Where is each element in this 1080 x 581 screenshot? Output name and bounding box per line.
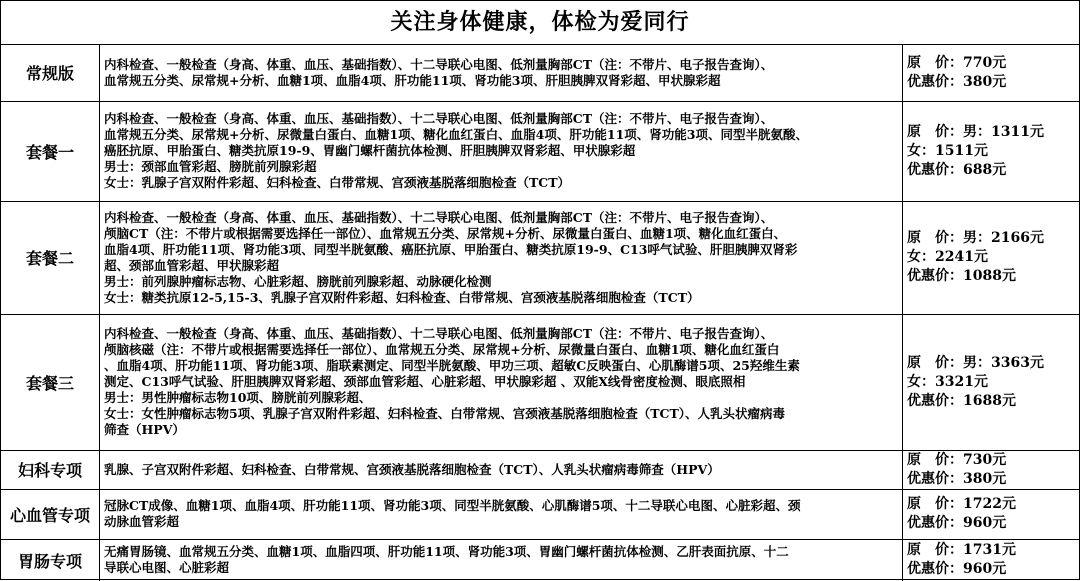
package-item-line: 女士：乳腺子宫双附件彩超、妇科检查、白带常规、宫颈液基脱落细胞检查（TCT） [104, 175, 571, 190]
package-item-line: 颅脑核磁（注：不带片或根据需要选择任一部位）、血常规五分类、尿常规+分析、尿微量白蛋白、血糖1项、糖化血红蛋白 [104, 342, 780, 357]
price-line: 原 价：770元 [907, 54, 1007, 71]
package-item-line: 血常规五分类、尿常规+分析、血糖1项、血脂4项、肝功能11项、肾功能3项、肝胆胰脾双肾彩超、甲状腺彩超 [104, 72, 721, 88]
package-row [1, 489, 1079, 539]
package-item-line: 导联心电图、心脏彩超 [104, 560, 230, 576]
package-item-line: 冠脉CT成像、血糖1项、血脂4项、肝功能11项、肾功能3项、同型半胱氨酸、心肌酶谱5项、十二导联心电图、心脏彩超、颈 [104, 498, 801, 513]
package-name: 妇科专项 [1, 450, 100, 489]
package-row [1, 101, 1079, 201]
package-price [903, 314, 1080, 450]
package-row [1, 201, 1079, 314]
package-price [903, 201, 1080, 314]
price-line: 原 价：男：1311元 [907, 123, 1044, 140]
price-line: 优惠价：688元 [907, 161, 1007, 178]
package-item-line: 血脂4项、肝功能11项、肾功能3项、同型半胱氨酸、癌胚抗原、甲胎蛋白、糖类抗原19-9、C13呼气试验、肝胆胰脾双肾彩 [104, 241, 798, 257]
package-price [903, 539, 1080, 581]
package-row [1, 539, 1079, 581]
price-line: 原 价：730元 [907, 451, 1007, 468]
package-price [903, 450, 1080, 489]
price-line: 优惠价：1688元 [907, 392, 1016, 409]
price-line: 原 价：男：2166元 [907, 230, 1044, 246]
price-line: 优惠价：380元 [907, 470, 1007, 487]
package-price [903, 45, 1080, 101]
package-row [1, 314, 1079, 450]
package-item-line: 测定、C13呼气试验、肝胆胰脾双肾彩超、颈部血管彩超、心脏彩超、甲状腺彩超 、双能X线骨密度检测、眼底照相 [104, 374, 746, 389]
package-item-line: 内科检查、一般检查（身高、体重、血压、基础指数）、十二导联心电图、低剂量胸部CT（注：不带片、电子报告查询）、 [104, 326, 774, 341]
package-item-line: 动脉血管彩超 [104, 514, 180, 529]
package-items [100, 489, 903, 539]
price-line: 女：3321元 [907, 373, 988, 390]
package-table [1, 45, 1079, 581]
package-items [100, 539, 903, 581]
page-title: 关注身体健康，体检为爱同行 [1, 1, 1079, 45]
package-item-line: 乳腺、子宫双附件彩超、妇科检查、白带常规、宫颈液基脱落细胞检查（TCT）、人乳头状瘤病毒筛查（HPV） [104, 461, 720, 477]
package-items [100, 101, 903, 201]
package-item-line: 内科检查、一般检查（身高、体重、血压、基础指数）、十二导联心电图、低剂量胸部CT（注：不带片、电子报告查询）、 [104, 111, 774, 126]
package-name: 心血管专项 [1, 489, 100, 539]
package-name: 套餐一 [1, 101, 100, 201]
package-row [1, 450, 1079, 489]
package-item-line: 颅脑CT（注：不带片或根据需要选择任一部位）、血常规五分类、尿常规+分析、尿微量白蛋白、血糖1项、糖化血红蛋白、 [104, 225, 787, 241]
package-item-line: 血常规五分类、尿常规+分析、尿微量白蛋白、血糖1项、糖化血红蛋白、血脂4项、肝功能11项、肾功能3项、同型半胱氨酸、 [104, 127, 808, 142]
package-item-line: 男士：前列腺肿瘤标志物、心脏彩超、膀胱前列腺彩超、动脉硬化检测 [104, 273, 492, 289]
package-item-line: 女士：女性肿瘤标志物5项、乳腺子宫双附件彩超、妇科检查、白带常规、宫颈液基脱落细胞检查（TCT）、人乳头状瘤病毒 [104, 406, 786, 421]
package-items [100, 45, 903, 101]
price-line: 原 价：男：3363元 [907, 354, 1044, 371]
package-price [903, 489, 1080, 539]
package-item-line: 无痛胃肠镜、血常规五分类、血糖1项、血脂四项、肝功能11项、肾功能3项、胃幽门螺杆菌抗体检测、乙肝表面抗原、十二 [104, 544, 789, 560]
package-name: 常规版 [1, 45, 100, 101]
price-line: 原 价：1731元 [907, 542, 1016, 559]
package-item-line: 男士：颈部血管彩超、膀胱前列腺彩超 [104, 159, 317, 174]
price-line: 优惠价：960元 [907, 515, 1007, 531]
package-price [903, 101, 1080, 201]
package-item-line: 男士：男性肿瘤标志物10项、膀胱前列腺彩超、 [104, 390, 372, 405]
package-item-line: 、血脂4项、肝功能11项、肾功能3项、脂联素测定、同型半胱氨酸、甲功三项、超敏C反映蛋白、心肌酶谱5项、25羟维生素 [104, 358, 800, 373]
price-line: 女：2241元 [907, 249, 988, 265]
package-name: 胃肠专项 [1, 539, 100, 581]
package-item-line: 内科检查、一般检查（身高、体重、血压、基础指数）、十二导联心电图、低剂量胸部CT（注：不带片、电子报告查询）、 [104, 209, 774, 225]
package-row [1, 45, 1079, 101]
package-rows [1, 45, 1079, 581]
price-line: 优惠价：1088元 [907, 268, 1016, 284]
package-items [100, 450, 903, 489]
price-line: 原 价：1722元 [907, 496, 1016, 512]
package-item-line: 内科检查、一般检查（身高、体重、血压、基础指数）、十二导联心电图、低剂量胸部CT（注：不带片、电子报告查询）、 [104, 56, 774, 72]
package-items [100, 201, 903, 314]
package-item-line: 癌胚抗原、甲胎蛋白、糖类抗原19-9、胃幽门螺杆菌抗体检测、肝胆胰脾双肾彩超、甲状腺彩超 [104, 143, 636, 158]
price-line: 优惠价：380元 [907, 73, 1007, 90]
package-item-line: 筛查（HPV） [104, 422, 185, 437]
package-item-line: 女士：糖类抗原12-5,15-3、乳腺子宫双附件彩超、妇科检查、白带常规、宫颈液基脱落细胞检查（TCT） [104, 289, 700, 305]
price-line: 优惠价：960元 [907, 561, 1007, 578]
package-name: 套餐二 [1, 201, 100, 314]
package-name: 套餐三 [1, 314, 100, 450]
package-item-line: 超、颈部血管彩超、甲状腺彩超 [104, 257, 280, 273]
price-line: 女：1511元 [907, 142, 988, 159]
package-items [100, 314, 903, 450]
